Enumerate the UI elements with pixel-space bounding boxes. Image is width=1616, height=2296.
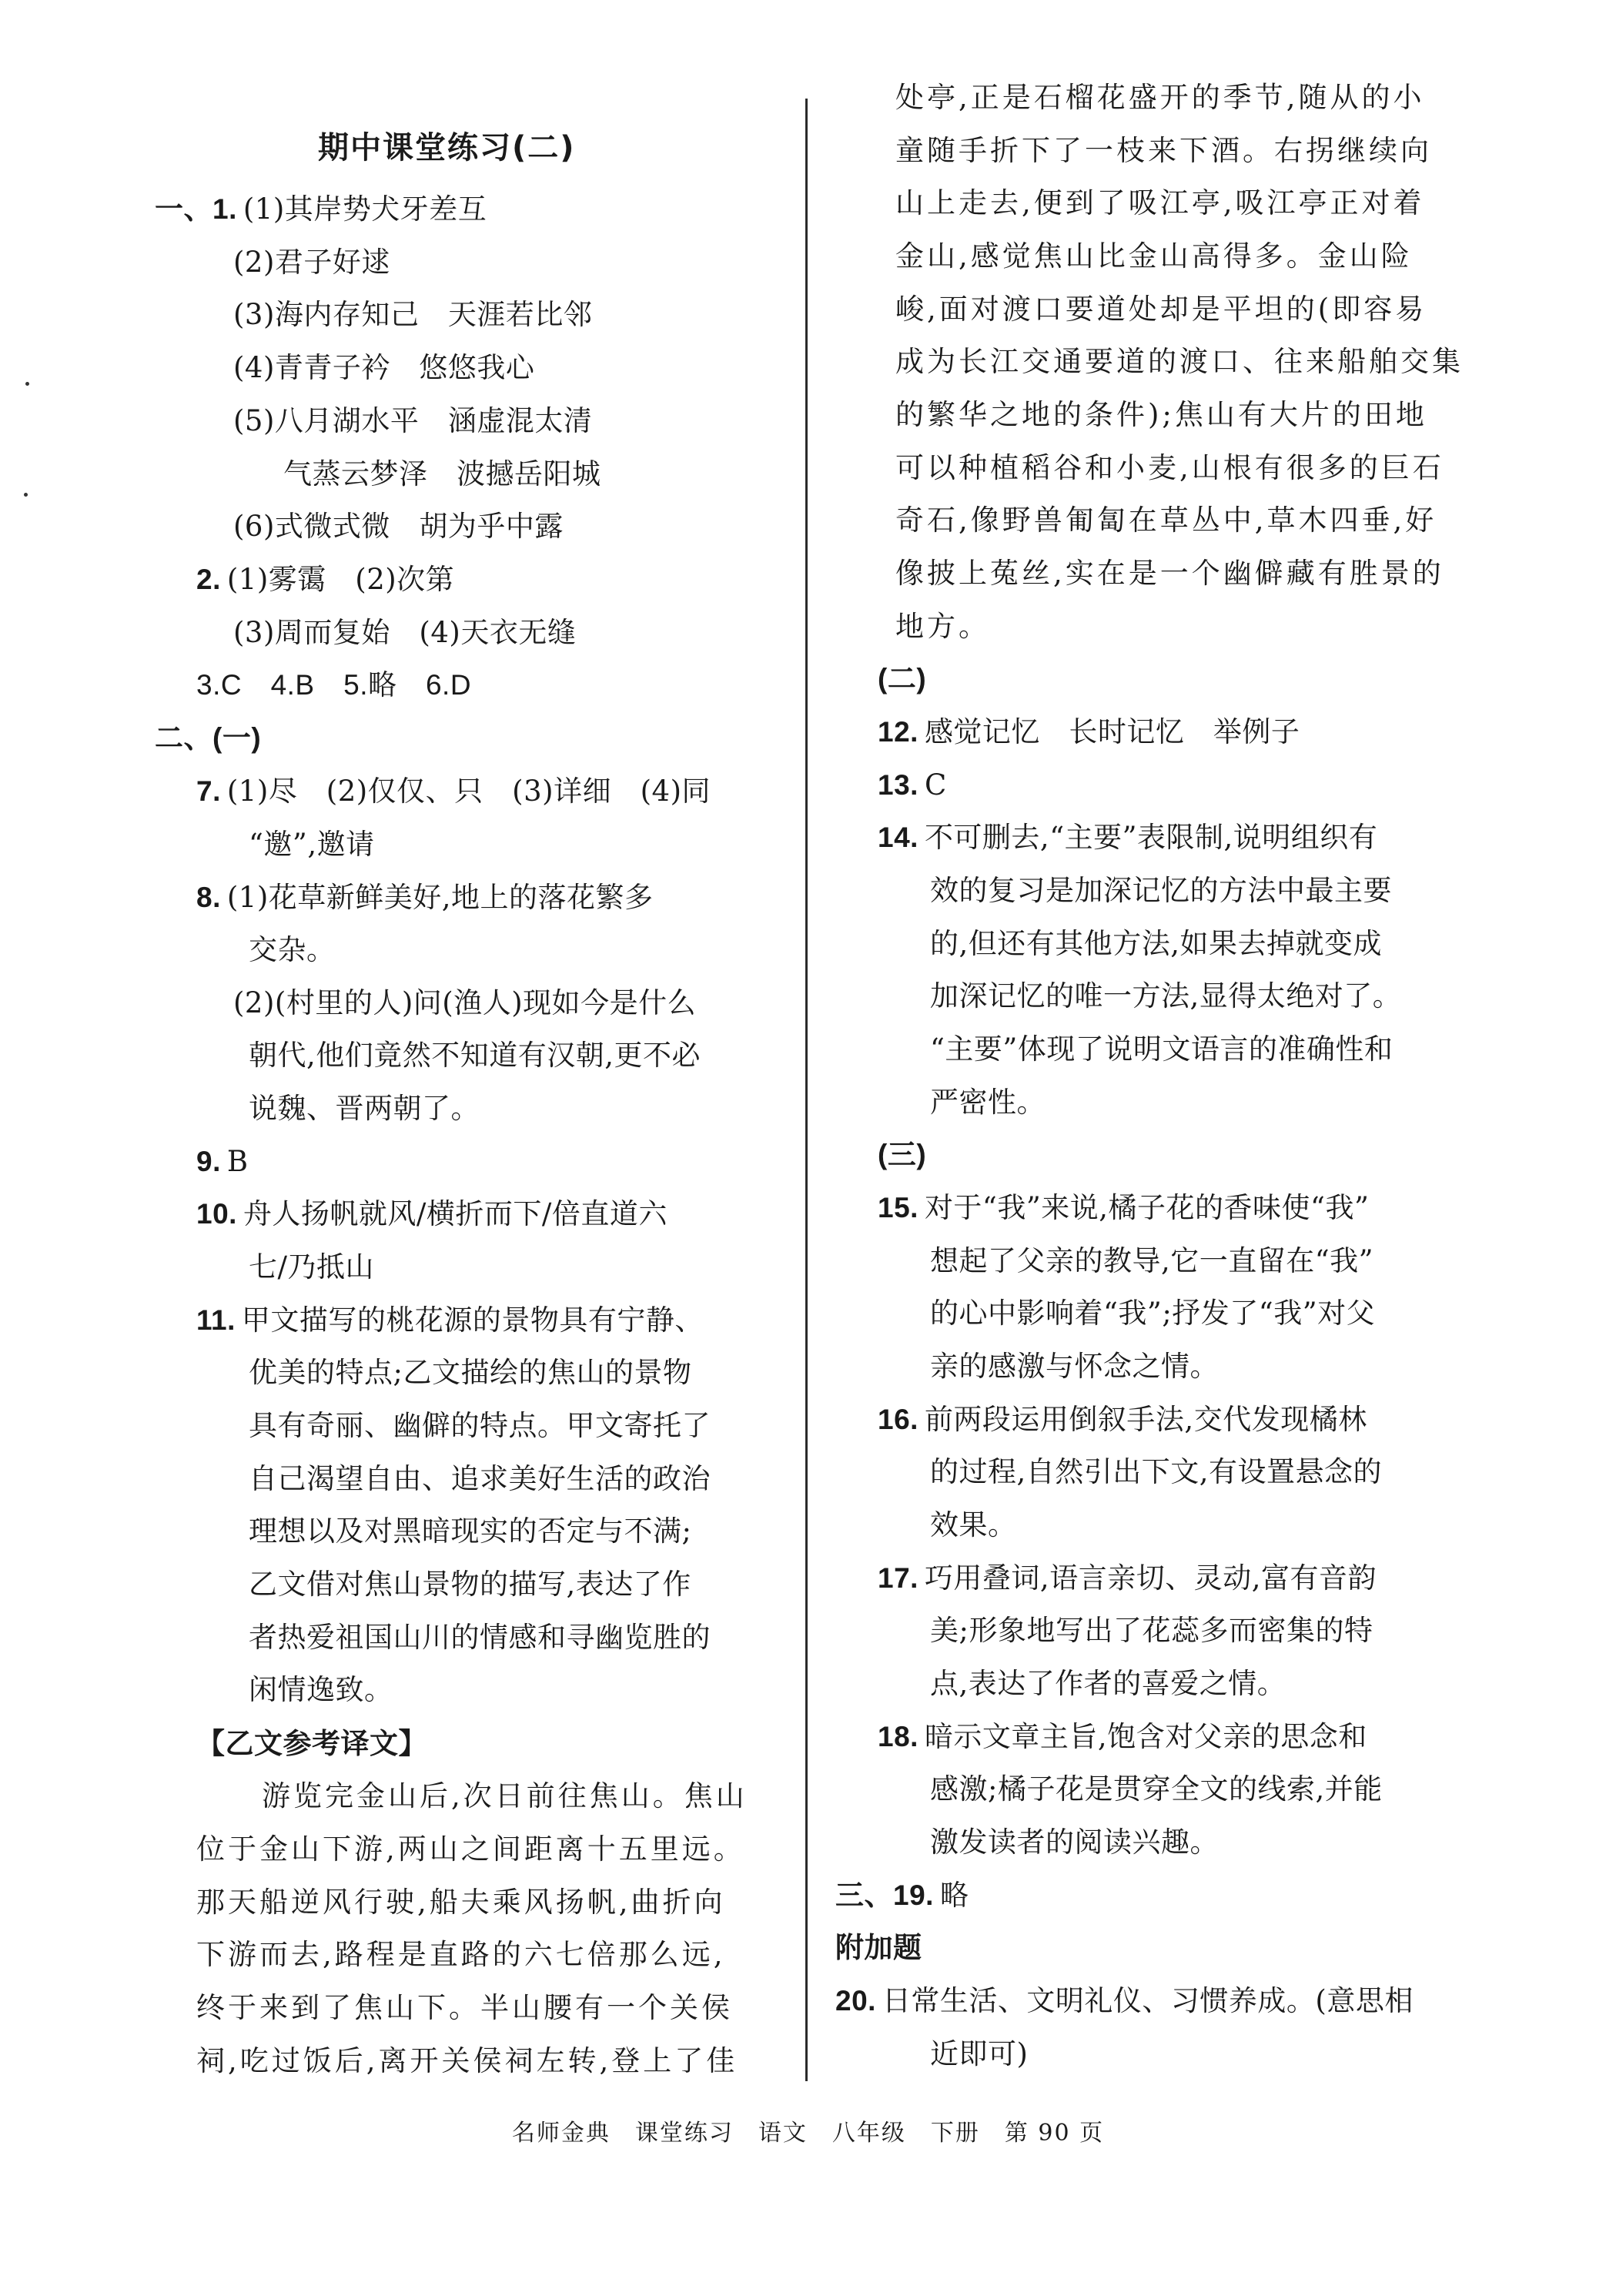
answer-text: 成为长江交通要道的渡口、往来船舶交集 (895, 345, 1464, 378)
right-line (895, 79, 1425, 116)
left-line (249, 1619, 711, 1656)
question-number: 【乙文参考译文】 (196, 1727, 427, 1760)
right-line (930, 1612, 1373, 1649)
question-number: 18. (878, 1721, 918, 1752)
left-line (249, 1090, 480, 1127)
right-line (895, 450, 1444, 487)
answer-text: 感激;橘子花是贯穿全文的线索,并能 (930, 1772, 1383, 1806)
question-number: 11. (196, 1304, 236, 1336)
question-number: (三) (878, 1139, 927, 1170)
question-number: 二、(一) (155, 722, 262, 754)
right-line (895, 132, 1432, 169)
left-line (233, 350, 534, 387)
left-line (196, 667, 471, 704)
question-number: (二) (878, 663, 927, 694)
answer-text: 气蒸云梦泽 波撼岳阳城 (283, 457, 601, 490)
right-line (930, 1031, 1393, 1068)
answer-text: (6)式微式微 胡为乎中露 (233, 510, 564, 543)
right-line (930, 1507, 1017, 1544)
answer-text: 像披上菟丝,实在是一个幽僻藏有胜景的 (895, 557, 1444, 590)
question-number: 10. (196, 1198, 237, 1230)
answer-text: 理想以及对黑暗现实的否定与不满; (249, 1514, 692, 1548)
right-line (878, 767, 947, 804)
answer-text: 优美的特点;乙文描绘的焦山的景物 (249, 1356, 692, 1389)
right-line (895, 238, 1413, 275)
right-line (930, 1824, 1219, 1861)
right-line (835, 1930, 922, 1966)
answer-text: 的,但还有其他方法,如果去掉就变成 (930, 927, 1383, 960)
question-number: 9. (196, 1146, 221, 1177)
right-line (895, 502, 1437, 539)
answer-text: 巧用叠词,语言亲切、灵动,富有音韵 (924, 1561, 1377, 1595)
answer-text: 者热爱祖国山川的情感和寻幽览胜的 (249, 1621, 711, 1654)
left-line (196, 1196, 667, 1233)
answer-text: C (924, 768, 947, 802)
left-line (249, 1249, 374, 1286)
question-number: 17. (878, 1562, 918, 1594)
question-number: 14. (878, 822, 918, 853)
left-line (155, 191, 487, 228)
right-line (895, 555, 1444, 592)
answer-text: 闲情逸致。 (249, 1673, 393, 1706)
left-line (262, 1778, 748, 1815)
answer-text: 日常生活、文明礼仪、习惯养成。(意思相 (882, 1984, 1414, 2017)
answer-text: 略 (939, 1879, 969, 1912)
right-line (930, 1084, 1046, 1121)
page-title: 期中课堂练习(二) (318, 130, 576, 166)
right-line (895, 397, 1427, 433)
answer-text: B (226, 1145, 249, 1178)
left-line (249, 1672, 393, 1709)
answer-text: 亲的感激与怀念之情。 (930, 1350, 1219, 1383)
left-line (196, 561, 454, 598)
left-line (249, 1037, 701, 1074)
answer-text: 祠,吃过饭后,离开关侯祠左转,登上了佳 (196, 2044, 738, 2077)
answer-text: (1)其岸势犬牙差互 (243, 192, 487, 226)
answer-text: (5)八月湖水平 涵虚混太清 (233, 404, 593, 437)
answer-text: (2)君子好逑 (233, 246, 390, 279)
answer-text: (1)花草新鲜美好,地上的落花繁多 (226, 881, 654, 914)
answer-text: 感觉记忆 长时记忆 举例子 (924, 715, 1300, 748)
left-line (283, 456, 601, 493)
answer-text: 美;形象地写出了花蕊多而密集的特 (930, 1614, 1373, 1647)
right-line (930, 1348, 1219, 1385)
answer-text: 金山,感觉焦山比金山高得多。金山险 (895, 239, 1413, 273)
right-line (930, 978, 1401, 1015)
answer-text: 暗示文章主旨,饱含对父亲的思念和 (924, 1720, 1367, 1753)
right-line (878, 1401, 1367, 1438)
right-line (895, 291, 1427, 328)
left-line (196, 1143, 249, 1180)
left-line (233, 244, 390, 281)
left-line (196, 2043, 738, 2080)
left-line (233, 296, 592, 333)
answer-text: 地方。 (895, 610, 990, 643)
answer-text: 游览完金山后,次日前往焦山。焦山 (262, 1779, 748, 1812)
page-footer: 名师金典 课堂练习 语文 八年级 下册 第 90 页 (511, 2120, 1105, 2147)
answer-text: 舟人扬帆就风/横折而下/倍直道六 (243, 1197, 667, 1230)
right-line (930, 2036, 1028, 2073)
right-line (878, 714, 1300, 751)
question-number: 15. (878, 1192, 918, 1223)
question-number: 13. (878, 769, 918, 801)
answer-text: 前两段运用倒叙手法,交代发现橘林 (924, 1403, 1367, 1436)
answer-text: 下游而去,路程是直路的六七倍那么远, (196, 1938, 726, 1971)
answer-text: (2)(村里的人)问(渔人)现如今是什么 (233, 986, 697, 1019)
column-divider (805, 99, 808, 2081)
answer-text: 想起了父亲的教导,它一直留在“我” (930, 1244, 1374, 1277)
answer-text: 自己渴望自由、追求美好生活的政治 (249, 1462, 711, 1495)
answer-text: “邀”,邀请 (249, 828, 375, 861)
question-number: 20. (835, 1985, 876, 2017)
right-line (930, 1771, 1383, 1808)
answer-text: 山上走去,便到了吸江亭,吸江亭正对着 (895, 186, 1425, 219)
answer-text: 甲文描写的桃花源的景物具有宁静、 (241, 1304, 704, 1337)
left-line (196, 1936, 726, 1973)
question-number: 附加题 (835, 1931, 922, 1964)
left-line (196, 1990, 733, 2027)
question-number: 8. (196, 882, 221, 913)
answer-text: 说魏、晋两朝了。 (249, 1092, 480, 1125)
question-number: 2. (196, 564, 221, 595)
left-line (233, 985, 696, 1022)
answer-text: 朝代,他们竟然不知道有汉朝,更不必 (249, 1039, 701, 1072)
answer-text: 位于金山下游,两山之间距离十五里远。 (196, 1832, 745, 1866)
answer-text: 严密性。 (930, 1086, 1046, 1119)
right-line (930, 1454, 1382, 1491)
answer-text: (4)青青子衿 悠悠我心 (233, 351, 535, 384)
right-line (878, 1560, 1377, 1597)
answer-text: 奇石,像野兽匍匐在草丛中,草木四垂,好 (895, 504, 1437, 537)
answer-text: 3.C 4.B 5.略 6.D (196, 669, 472, 701)
left-line (196, 1302, 704, 1339)
left-line (233, 403, 592, 440)
answer-text: 对于“我”来说,橘子花的香味使“我” (924, 1191, 1370, 1224)
answer-text: 童随手折下了一枝来下酒。右拐继续向 (895, 134, 1432, 167)
answer-text: 的心中影响着“我”;抒发了“我”对父 (930, 1297, 1376, 1330)
question-number: 三、19. (835, 1879, 934, 1911)
answer-text: 效的复习是加深记忆的方法中最主要 (930, 874, 1392, 907)
margin-mark (25, 382, 29, 386)
left-line (249, 1461, 711, 1498)
answer-text: (3)周而复始 (4)天衣无缝 (233, 616, 577, 649)
question-number: 12. (878, 716, 918, 748)
right-line (930, 872, 1392, 909)
right-line (930, 1243, 1373, 1280)
left-line (196, 773, 711, 810)
answer-text: 那天船逆风行驶,船夫乘风扬帆,曲折向 (196, 1886, 726, 1919)
answer-text: (3)海内存知己 天涯若比邻 (233, 298, 593, 331)
answer-text: 七/乃抵山 (249, 1250, 374, 1284)
answer-text: 峻,面对渡口要道处却是平坦的(即容易 (895, 293, 1427, 326)
question-number: 16. (878, 1404, 918, 1435)
answer-text: 效果。 (930, 1508, 1017, 1541)
answer-text: “主要”体现了说明文语言的准确性和 (930, 1033, 1394, 1066)
answer-text: 加深记忆的唯一方法,显得太绝对了。 (930, 979, 1402, 1012)
answer-text: 具有奇丽、幽僻的特点。甲文寄托了 (249, 1409, 711, 1442)
answer-text: 激发读者的阅读兴趣。 (930, 1826, 1219, 1859)
answer-text: 不可删去,“主要”表限制,说明组织有 (924, 821, 1378, 854)
left-line (155, 720, 261, 757)
right-line (878, 661, 926, 698)
right-line (878, 1719, 1367, 1755)
left-line (249, 1513, 691, 1550)
answer-text: 的过程,自然引出下文,有设置悬念的 (930, 1455, 1383, 1488)
answer-text: 乙文借对焦山景物的描写,表达了作 (249, 1568, 691, 1601)
left-line (196, 1725, 427, 1762)
right-line (895, 608, 990, 645)
right-line (930, 1665, 1286, 1702)
right-line (895, 185, 1425, 222)
left-line (249, 1566, 691, 1603)
answer-text: (1)雾霭 (2)次第 (226, 563, 455, 596)
left-line (196, 1884, 726, 1921)
left-line (196, 1831, 745, 1868)
right-line (835, 1983, 1414, 2020)
answer-text: 处亭,正是石榴花盛开的季节,随从的小 (895, 81, 1425, 114)
answer-text: (1)尽 (2)仅仅、只 (3)详细 (4)同 (226, 775, 711, 808)
right-line (878, 1136, 926, 1173)
question-number: 7. (196, 775, 221, 807)
margin-mark (24, 493, 28, 497)
right-line (835, 1877, 969, 1914)
right-line (878, 1190, 1369, 1227)
left-line (249, 1407, 711, 1444)
left-line (233, 614, 576, 651)
answer-text: 近即可) (930, 2037, 1029, 2070)
answer-text: 交杂。 (249, 933, 336, 966)
left-line (249, 826, 375, 863)
left-line (249, 1354, 691, 1391)
answer-text: 终于来到了焦山下。半山腰有一个关侯 (196, 1991, 733, 2024)
right-line (930, 1295, 1375, 1332)
right-line (878, 819, 1377, 856)
right-line (895, 343, 1464, 380)
question-number: 一、1. (155, 193, 237, 225)
left-line (196, 879, 654, 916)
left-line (233, 508, 564, 545)
answer-text: 的繁华之地的条件);焦山有大片的田地 (895, 398, 1427, 431)
answer-text: 可以种植稻谷和小麦,山根有很多的巨石 (895, 451, 1444, 484)
answer-text: 点,表达了作者的喜爱之情。 (930, 1667, 1286, 1700)
left-line (249, 932, 336, 969)
right-line (930, 925, 1382, 962)
